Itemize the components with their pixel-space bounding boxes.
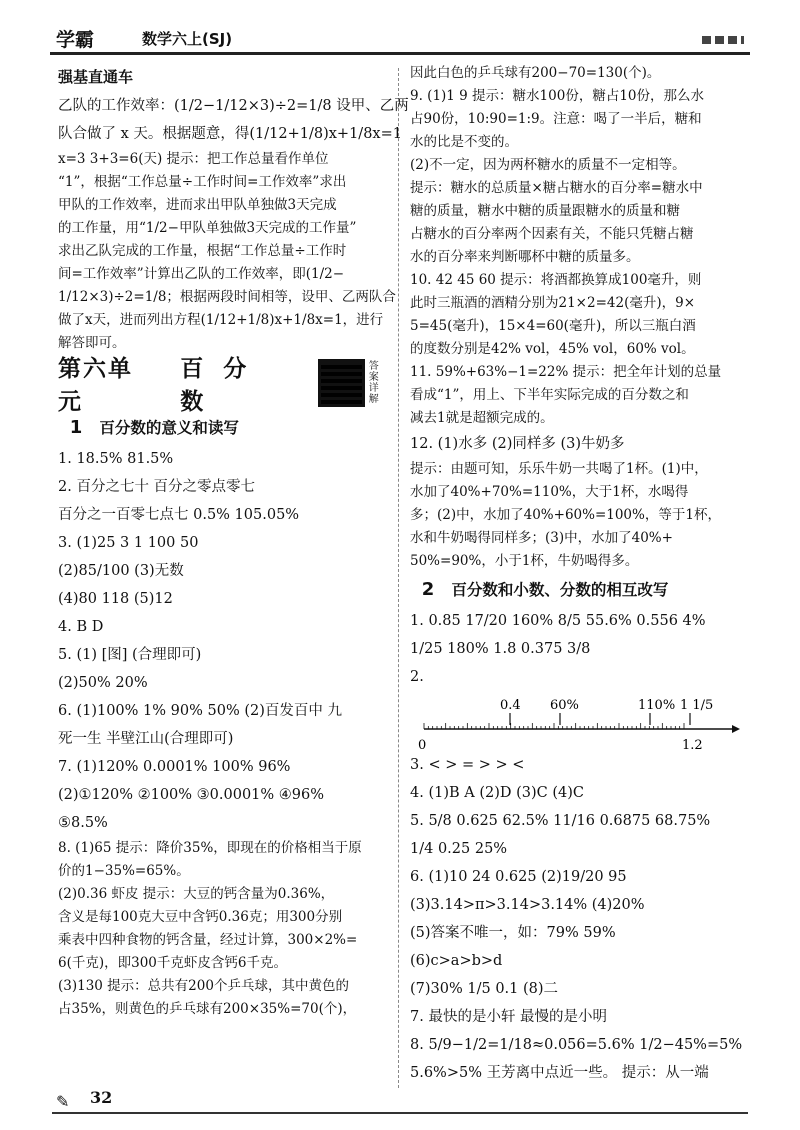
answer-line: 的度数分别是42% vol，45% vol，60% vol。 bbox=[410, 341, 695, 357]
answer-line: 做了x天，进而列出方程(1/12+1/8)x+1/8x=1，进行 bbox=[58, 312, 384, 328]
left-column bbox=[58, 62, 409, 1021]
answer-line: 水加了40%+70%=110%，大于1杯，水喝得 bbox=[410, 484, 689, 500]
answer-line: 的工作量，用“1/2−甲队单独做3天完成的工作量” bbox=[58, 220, 357, 236]
number-line bbox=[410, 691, 750, 751]
page-footer bbox=[52, 1082, 748, 1114]
answer-line: (2)①120% ②100% ③0.0001% ④96% bbox=[58, 787, 325, 803]
page-header bbox=[50, 22, 750, 55]
answer-line: 1/12×3)÷2=1/8；根据两段时间相等，设甲、乙两队合 bbox=[58, 289, 396, 305]
answer-list-1 bbox=[58, 445, 388, 1021]
answer-line: 1/25 180% 1.8 0.375 3/8 bbox=[410, 641, 591, 657]
answer-line: 间=工作效率”计算出乙队的工作效率，即(1/2− bbox=[58, 266, 345, 282]
answer-line: 糖的质量，糖水中糖的质量跟糖水的质量和糖 bbox=[410, 203, 680, 219]
number-line-svg bbox=[410, 691, 740, 751]
answer-line: 6(千克)，即300千克虾皮含钙6千克。 bbox=[58, 955, 287, 971]
unit-number: 第六单元 bbox=[58, 356, 133, 415]
brand-logo: 学霸 bbox=[56, 29, 95, 51]
page-number: 32 bbox=[90, 1088, 113, 1107]
answer-line: 1. 0.85 17/20 160% 8/5 55.6% 0.556 4% bbox=[410, 613, 706, 629]
answer-line: 占糖水的百分率两个因素有关，不能只凭糖占糖 bbox=[410, 226, 694, 242]
answer-line: 解答即可。 bbox=[58, 335, 126, 351]
answer-line: 6. (1)100% 1% 90% 50% (2)百发百中 九 bbox=[58, 703, 342, 719]
answer-line: (2)不一定，因为两杯糖水的质量不一定相等。 bbox=[410, 157, 686, 173]
answer-line: (2)85/100 (3)无数 bbox=[58, 563, 184, 579]
answer-line: 含义是每100克大豆中含钙0.36克；用300分别 bbox=[58, 909, 343, 925]
left-text-lines bbox=[58, 92, 409, 355]
answer-line: 4. (1)B A (2)D (3)C (4)C bbox=[410, 785, 584, 801]
answer-line: 6. (1)10 24 0.625 (2)19/20 95 bbox=[410, 869, 627, 885]
answer-line: 队合做了 x 天。根据题意，得(1/12+1/8)x+1/8x=1 bbox=[58, 126, 402, 142]
answer-line: 减去1就是超额完成的。 bbox=[410, 410, 554, 426]
answer-line: (4)80 118 (5)12 bbox=[58, 591, 173, 607]
answer-line: 百分之一百零七点七 0.5% 105.05% bbox=[58, 507, 300, 523]
answer-list-2 bbox=[410, 607, 750, 691]
answer-line: 8. 5/9−1/2=1/18≈0.056=5.6% 1/2−45%=5% bbox=[410, 1037, 743, 1053]
pencil-icon: ✎ bbox=[56, 1092, 70, 1111]
answer-line: (7)30% 1/5 0.1 (8)二 bbox=[410, 981, 559, 997]
answer-line: 提示：由题可知，乐乐牛奶一共喝了1杯。(1)中， bbox=[410, 461, 708, 477]
answer-line: 提示：糖水的总质量×糖占糖水的百分率=糖水中 bbox=[410, 180, 703, 196]
answer-line: 8. (1)65 提示：降价35%，即现在的价格相当于原 bbox=[58, 840, 362, 856]
answer-line: 3. (1)25 3 1 100 50 bbox=[58, 535, 199, 551]
nl-label-1-1-5: 1 1/5 bbox=[680, 698, 714, 713]
answer-line: 5.6%>5% 王芳离中点近一些。 提示：从一端 bbox=[410, 1065, 709, 1081]
answer-line: 甲队的工作效率，进而求出甲队单独做3天完成 bbox=[58, 197, 337, 213]
answer-line: 2. 百分之七十 百分之零点零七 bbox=[58, 479, 256, 495]
answer-list-3 bbox=[410, 751, 750, 1087]
answer-line: 乙队的工作效率：(1/2−1/12×3)÷2=1/8 设甲、乙两 bbox=[58, 98, 409, 114]
answer-line: 求出乙队完成的工作量，根据“工作总量÷工作时 bbox=[58, 243, 347, 259]
header-decoration bbox=[702, 36, 744, 44]
nl-label-110: 110% bbox=[638, 698, 676, 713]
answer-line: 1. 18.5% 81.5% bbox=[58, 451, 174, 467]
answer-line: 5=45(毫升)，15×4=60(毫升)，所以三瓶白酒 bbox=[410, 318, 696, 334]
answer-list-continued bbox=[410, 62, 750, 573]
nl-label-0.4: 0.4 bbox=[500, 698, 521, 713]
right-column bbox=[410, 62, 750, 1087]
book-title: 数学六上(SJ) bbox=[142, 30, 233, 48]
answer-line: 3. < > = > > < bbox=[410, 757, 525, 773]
answer-line: 水的比是不变的。 bbox=[410, 134, 518, 150]
answer-line: 1/4 0.25 25% bbox=[410, 841, 508, 857]
answer-line: 多；(2)中，水加了40%+60%=100%，等于1杯， bbox=[410, 507, 721, 523]
unit-title bbox=[58, 355, 388, 415]
answer-line: x=3 3+3=6(天) 提示：把工作总量看作单位 bbox=[58, 151, 329, 167]
answer-line: 占90份，10:90=1:9。注意：喝了一半后，糖和 bbox=[410, 111, 702, 127]
nl-label-60: 60% bbox=[550, 698, 579, 713]
lesson-title-1: 1 百分数的意义和读写 bbox=[69, 417, 239, 438]
answer-line: 此时三瓶酒的酒精分别为21×2=42(毫升)，9× bbox=[410, 295, 696, 311]
answer-line: 5. (1) [图] (合理即可) bbox=[58, 647, 202, 663]
qr-code-label: 答案详解 bbox=[368, 361, 379, 405]
answer-line: 死一生 半壁江山(合理即可) bbox=[58, 731, 234, 747]
answer-line: 4. B D bbox=[58, 619, 104, 635]
lesson-title-2: 2 百分数和小数、分数的相互改写 bbox=[421, 579, 669, 600]
answer-line: 水和牛奶喝得同样多；(3)中，水加了40%+ bbox=[410, 530, 673, 546]
answer-line: (3)130 提示：总共有200个乒乓球，其中黄色的 bbox=[58, 978, 349, 994]
answer-line: 乘表中四种食物的钙含量，经过计算，300×2%= bbox=[58, 932, 358, 948]
answer-line: 12. (1)水多 (2)同样多 (3)牛奶多 bbox=[410, 436, 625, 452]
answer-line: 11. 59%+63%−1=22% 提示：把全年计划的总量 bbox=[410, 364, 722, 380]
answer-line: (5)答案不唯一，如：79% 59% bbox=[410, 925, 616, 941]
nl-zero: 0 bbox=[418, 738, 427, 751]
answer-line: 7. (1)120% 0.0001% 100% 96% bbox=[58, 759, 291, 775]
answer-line: 10. 42 45 60 提示：将酒都换算成100毫升，则 bbox=[410, 272, 702, 288]
answer-line: “1”，根据“工作总量÷工作时间=工作效率”求出 bbox=[58, 174, 347, 190]
answer-line: 2. bbox=[410, 669, 424, 685]
answer-line: 水的百分率来判断哪杯中糖的质量多。 bbox=[410, 249, 640, 265]
answer-line: (2)50% 20% bbox=[58, 675, 148, 691]
answer-line: 因此白色的乒乓球有200−70=130(个)。 bbox=[410, 65, 661, 81]
answer-line: 50%=90%，小于1杯，牛奶喝得多。 bbox=[410, 553, 639, 569]
answer-line: 9. (1)1 9 提示：糖水100份，糖占10份，那么水 bbox=[410, 88, 705, 104]
answer-line: (6)c>a>b>d bbox=[410, 953, 503, 969]
answer-line: 占35%，则黄色的乒乓球有200×35%=70(个)， bbox=[58, 1001, 357, 1017]
answer-line: (2)0.36 虾皮 提示：大豆的钙含量为0.36%， bbox=[58, 886, 335, 902]
answer-line: 7. 最快的是小轩 最慢的是小明 bbox=[410, 1009, 608, 1025]
answer-line: 价的1−35%=65%。 bbox=[58, 863, 190, 879]
answer-line: (3)3.14>π>3.14>3.14% (4)20% bbox=[410, 897, 645, 913]
answer-line: ⑤8.5% bbox=[58, 815, 108, 831]
unit-name: 百分数 bbox=[180, 356, 267, 415]
answer-line: 5. 5/8 0.625 62.5% 11/16 0.6875 68.75% bbox=[410, 813, 711, 829]
answer-line: 看成“1”，用上、下半年实际完成的百分数之和 bbox=[410, 387, 689, 403]
section-heading: 强基直通车 bbox=[58, 68, 134, 86]
qr-code-icon[interactable] bbox=[318, 359, 364, 407]
column-divider bbox=[398, 68, 399, 1088]
nl-end: 1.2 bbox=[682, 738, 703, 751]
